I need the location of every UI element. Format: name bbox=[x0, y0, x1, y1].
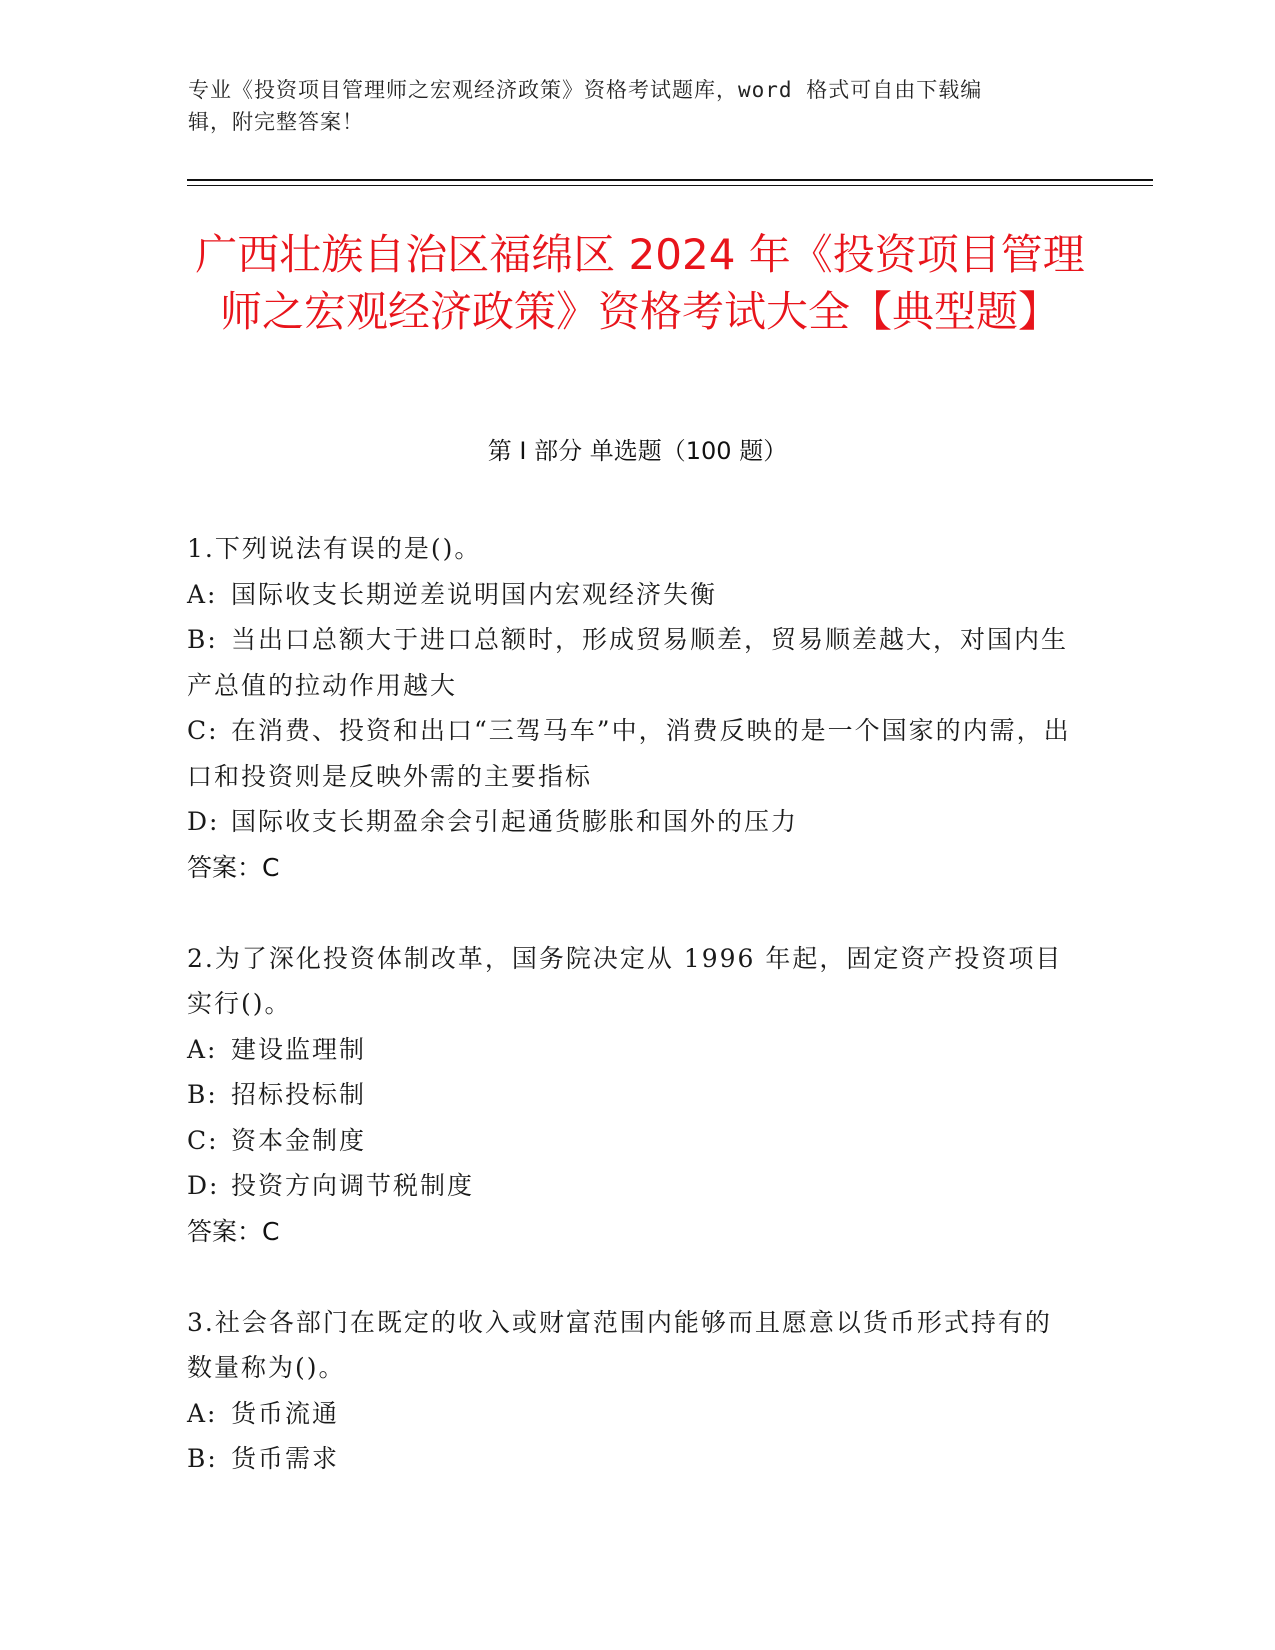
option-letter: C: bbox=[187, 1125, 219, 1155]
option-text: 资本金制度 bbox=[231, 1125, 367, 1155]
answer-line: 答案：C bbox=[187, 1216, 280, 1246]
option-b bbox=[187, 617, 1077, 708]
question-1 bbox=[187, 526, 1077, 936]
question-spacer bbox=[187, 890, 1077, 936]
option-b bbox=[187, 1436, 1077, 1482]
option-c bbox=[187, 1118, 1077, 1164]
question-stem: 1.下列说法有误的是()。 bbox=[187, 534, 482, 563]
option-letter: D: bbox=[187, 807, 220, 836]
option-c bbox=[187, 708, 1077, 799]
header-rule-thick bbox=[187, 179, 1153, 181]
option-text: 货币流通 bbox=[231, 1398, 340, 1428]
option-a bbox=[187, 572, 1077, 618]
question-list bbox=[187, 526, 1077, 1482]
option-text: 投资方向调节税制度 bbox=[231, 1171, 475, 1200]
question-stem: 3.社会各部门在既定的收入或财富范围内能够而且愿意以货币形式持有的数量称为()。 bbox=[187, 1307, 1052, 1382]
option-letter: B: bbox=[187, 1080, 218, 1109]
option-text: 建设监理制 bbox=[231, 1034, 367, 1064]
section-heading: 第 I 部分 单选题（100 题） bbox=[487, 437, 788, 465]
option-letter: B: bbox=[187, 625, 218, 654]
option-letter: A: bbox=[187, 1398, 218, 1428]
option-a bbox=[187, 1391, 1077, 1437]
option-text: 国际收支长期盈余会引起通货膨胀和国外的压力 bbox=[231, 807, 799, 836]
option-letter: D: bbox=[187, 1171, 220, 1200]
option-letter: C: bbox=[187, 716, 219, 745]
option-letter: B: bbox=[187, 1444, 218, 1473]
option-a bbox=[187, 1027, 1077, 1073]
option-text: 货币需求 bbox=[231, 1444, 340, 1473]
option-text: 招标投标制 bbox=[231, 1080, 367, 1109]
question-spacer bbox=[187, 1254, 1077, 1300]
option-text: 在消费、投资和出口“三驾马车”中，消费反映的是一个国家的内需，出口和投资则是反映外需的主要指标 bbox=[187, 716, 1071, 791]
header-note-line-2: 辑，附完整答案！ bbox=[188, 110, 364, 134]
answer-line: 答案：C bbox=[187, 852, 280, 882]
option-b bbox=[187, 1072, 1077, 1118]
header-rule-thin bbox=[187, 185, 1153, 186]
option-d bbox=[187, 799, 1077, 845]
question-stem: 2.为了深化投资体制改革，国务院决定从 1996 年起，固定资产投资项目实行()。 bbox=[187, 943, 1063, 1018]
header-note bbox=[188, 74, 1068, 138]
header-note-line-1: 专业《投资项目管理师之宏观经济政策》资格考试题库，word 格式可自由下载编 bbox=[188, 78, 983, 102]
option-text: 当出口总额大于进口总额时，形成贸易顺差，贸易顺差越大，对国内生产总值的拉动作用越大 bbox=[187, 625, 1069, 700]
option-text: 国际收支长期逆差说明国内宏观经济失衡 bbox=[231, 579, 718, 609]
option-d bbox=[187, 1163, 1077, 1209]
question-3 bbox=[187, 1300, 1077, 1482]
option-letter: A: bbox=[187, 579, 218, 609]
option-letter: A: bbox=[187, 1034, 218, 1064]
document-title: 广西壮族自治区福绵区 2024 年《投资项目管理师之宏观经济政策》资格考试大全【典型题】 bbox=[195, 230, 1085, 336]
question-2 bbox=[187, 936, 1077, 1300]
